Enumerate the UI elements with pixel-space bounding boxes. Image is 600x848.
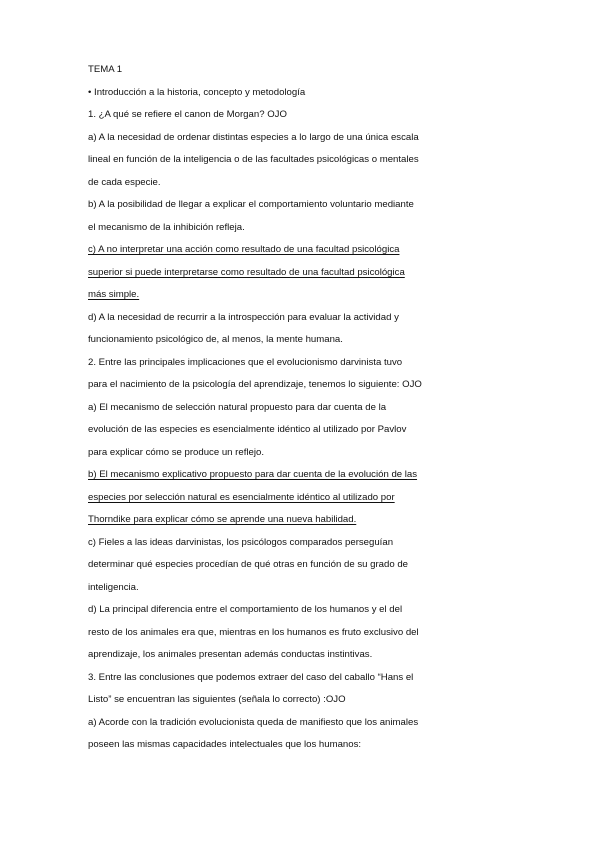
- q2-option-a-line-3: para explicar cómo se produce un reflejo.: [88, 446, 264, 458]
- q2-option-d-line-3: aprendizaje, los animales presentan además conductas instintivas.: [88, 649, 373, 660]
- q1-option-a-line-2: lineal en función de la inteligencia o de las facultades psicológicas o mentales: [88, 154, 419, 165]
- q1-option-c-line-1-correct: c) A no interpretar una acción como resultado de una facultad psicológica: [88, 244, 400, 255]
- q3-option-a-line-2: poseen las mismas capacidades intelectuales que los humanos:: [88, 739, 362, 750]
- q2-option-d-line-1: d) La principal diferencia entre el comportamiento de los humanos y el del: [88, 604, 403, 615]
- q2-option-c-line-1: c) Fieles a las ideas darvinistas, los psicólogos comparados perseguían: [88, 536, 394, 548]
- question-2-line-2: para el nacimiento de la psicología del aprendizaje, tenemos lo siguiente: OJO: [88, 379, 422, 390]
- doc-title: TEMA 1: [88, 64, 123, 75]
- question-3-line-2: Listo” se encuentran las siguientes (señala lo correcto) :OJO: [88, 694, 346, 705]
- q1-option-c-line-2-correct: superior si puede interpretarse como resultado de una facultad psicológica: [88, 266, 405, 278]
- q1-option-b-line-1: b) A la posibilidad de llegar a explicar el comportamiento voluntario mediante: [88, 199, 414, 210]
- q1-option-d-line-1: d) A la necesidad de recurrir a la introspección para evaluar la actividad y: [88, 311, 399, 323]
- question-3-line-1: 3. Entre las conclusiones que podemos extraer del caso del caballo “Hans el: [88, 671, 414, 683]
- q2-option-a-line-2: evolución de las especies es esencialmente idéntico al utilizado por Pavlov: [88, 424, 407, 435]
- q1-option-c-line-3-correct: más simple.: [88, 289, 140, 300]
- q2-option-b-line-1-correct: b) El mecanismo explicativo propuesto para dar cuenta de la evolución de las: [88, 469, 418, 480]
- q1-option-a-line-1: a) A la necesidad de ordenar distintas especies a lo largo de una única escala: [88, 131, 419, 143]
- document-page: [88, 64, 448, 762]
- q2-option-d-line-2: resto de los animales era que, mientras en los humanos es fruto exclusivo del: [88, 626, 419, 638]
- q1-option-b-line-2: el mecanismo de la inhibición refleja.: [88, 221, 245, 233]
- q2-option-b-line-2-correct: especies por selección natural es esencialmente idéntico al utilizado por: [88, 491, 395, 503]
- q1-option-a-line-3: de cada especie.: [88, 176, 161, 188]
- q2-option-c-line-2: determinar qué especies procedían de qué otras en función de su grado de: [88, 559, 409, 570]
- q2-option-c-line-3: inteligencia.: [88, 581, 139, 593]
- q2-option-a-line-1: a) El mecanismo de selección natural propuesto para dar cuenta de la: [88, 401, 387, 413]
- topic-bullet: • Introducción a la historia, concepto y metodología: [88, 86, 306, 98]
- q2-option-b-line-3-correct: Thorndike para explicar cómo se aprende una nueva habilidad.: [88, 514, 357, 525]
- question-1: 1. ¿A qué se refiere el canon de Morgan? OJO: [88, 109, 287, 120]
- question-2-line-1: 2. Entre las principales implicaciones que el evolucionismo darvinista tuvo: [88, 356, 403, 368]
- q1-option-d-line-2: funcionamiento psicológico de, al menos, la mente humana.: [88, 334, 343, 345]
- q3-option-a-line-1: a) Acorde con la tradición evolucionista queda de manifiesto que los animales: [88, 716, 419, 728]
